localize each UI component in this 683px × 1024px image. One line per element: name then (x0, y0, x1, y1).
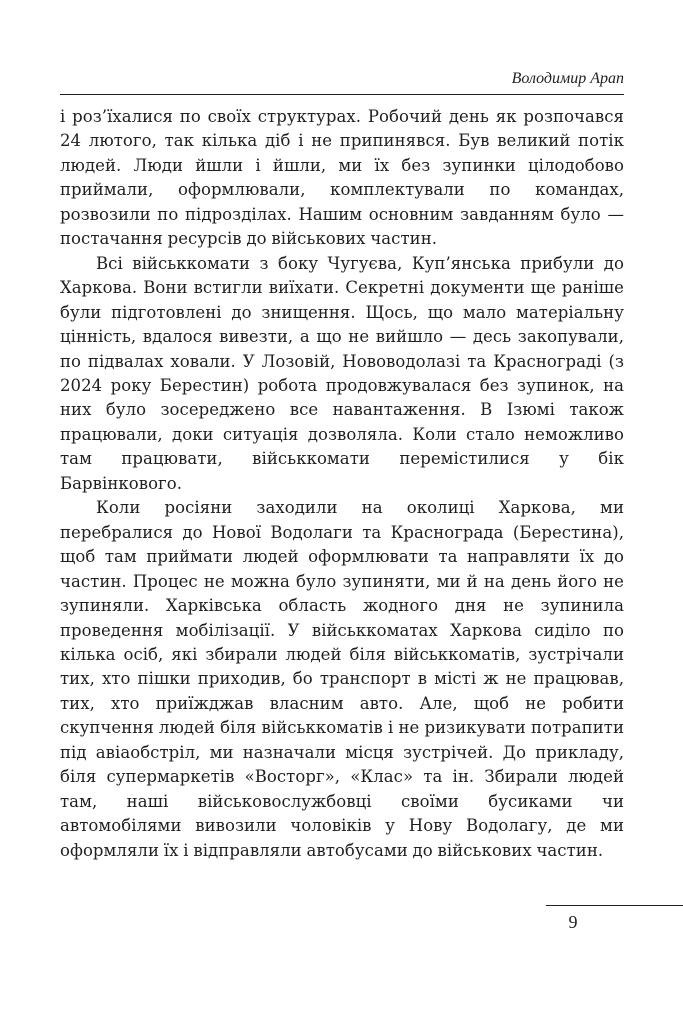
paragraph-3: Коли росіяни заходили на околиці Харкова, ми перебралися до Нової Водолаги та Краснограда (Берестина), щоб там приймати людей оформлювати та направляти їх до частин. Процес не можна було зупиняти, ми й на день його не зупиняли. Харківська область жодного дня не зупинила проведення мобілізації. У військкоматах Харкова сиділо по кілька осіб, які збирали людей біля військкоматів, зустрічали тих, хто пішки приходив, бо транспорт в місті ж не працював, тих, хто приїжджав власним авто. Але, щоб не робити скупчення людей біля військкоматів і не ризикувати потрапити під авіаобстріл, ми назначали місця зустрічей. До прикладу, біля супермаркетів «Восторг», «Клас» та ін. Збирали людей там, наші військовослужбовці своїми бусиками чи автомобілями вивозили чоловіків у Нову Водолагу, де ми оформляли їх і відправляли автобусами до військових частин. (60, 498, 624, 860)
header-rule (60, 94, 624, 95)
footer-rule (546, 905, 683, 906)
paragraph-1: і роз’їхалися по своїх структурах. Робочий день як розпочався 24 лютого, так кілька діб і не припинявся. Був великий потік людей. Люди йшли і йшли, ми їх без зупинки цілодобово приймали, оформлювали, комплектували по командах, розвозили по підрозділах. Нашим основним завданням було — постачання ресурсів до військових частин. (60, 107, 624, 249)
paragraph-2: Всі військкомати з боку Чугуєва, Куп’янська прибули до Харкова. Вони встигли виїхати. Секретні документи ще раніше були підготовлені до знищення. Щось, що мало матеріальну цінність, вдалося вивезти, а що не вийшло — десь закопували, по підвалах ховали. У Лозовій, Нововодолазі та Краснограді (з 2024 року Берестин) робота продовжувалася без зупинок, на них було зосереджено все навантаження. В Ізюмі також працювали, доки ситуація дозволяла. Коли стало неможливо там працювати, військкомати перемістилися у бік Барвінкового. (60, 253, 624, 493)
running-header-author: Володимир Арап (511, 70, 624, 87)
page-number: 9 (568, 912, 578, 932)
body-text (60, 105, 624, 863)
